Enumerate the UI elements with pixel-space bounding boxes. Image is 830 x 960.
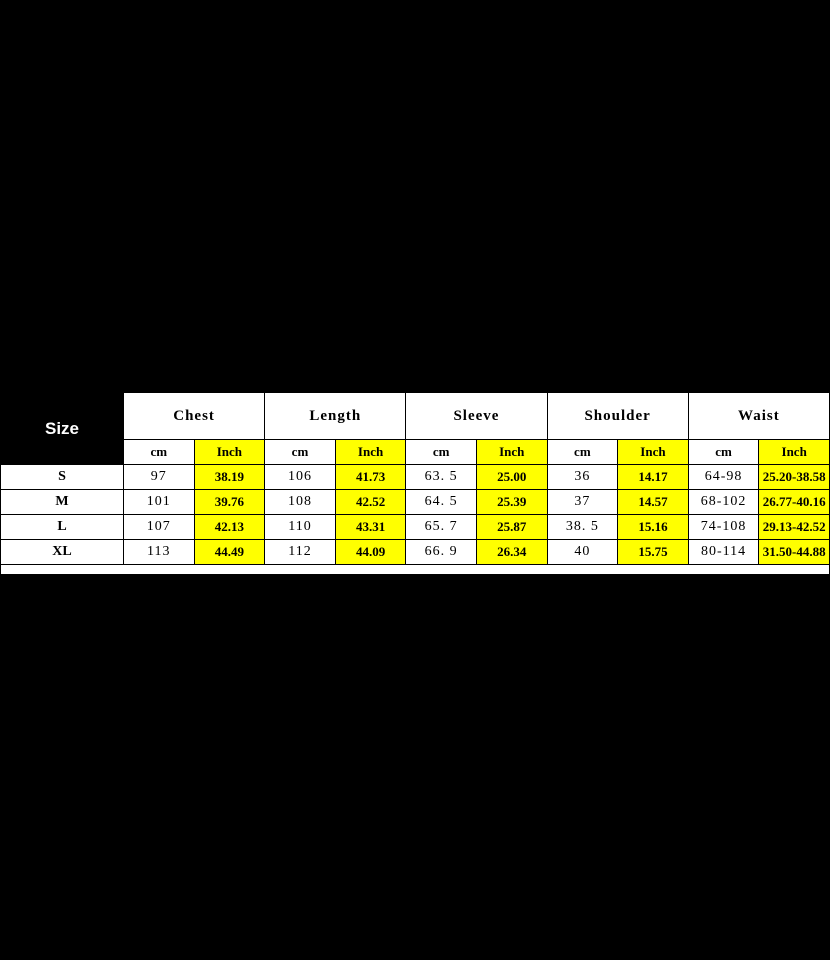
cell-waist-inch: 29.13-42.52 <box>759 515 830 540</box>
cell-length-cm: 112 <box>265 540 336 565</box>
cell-length-inch: 42.52 <box>335 490 406 515</box>
cell-waist-inch: 26.77-40.16 <box>759 490 830 515</box>
table-header-unit-row <box>1 440 830 465</box>
cell-chest-inch: 38.19 <box>194 465 265 490</box>
unit-header-shoulder-inch: Inch <box>618 440 689 465</box>
cell-shoulder-inch: 14.17 <box>618 465 689 490</box>
cell-sleeve-cm: 64. 5 <box>406 490 477 515</box>
table-row <box>1 540 830 565</box>
cell-length-inch: 44.09 <box>335 540 406 565</box>
table-row <box>1 515 830 540</box>
cell-waist-cm: 80-114 <box>688 540 759 565</box>
cell-sleeve-inch: 25.87 <box>476 515 547 540</box>
unit-header-shoulder-cm: cm <box>547 440 618 465</box>
size-chart-container <box>0 392 830 575</box>
table-bottom-margin-cell <box>1 565 830 575</box>
unit-header-waist-cm: cm <box>688 440 759 465</box>
cell-chest-cm: 113 <box>124 540 195 565</box>
unit-header-chest-cm: cm <box>124 440 195 465</box>
table-bottom-margin-row <box>1 565 830 575</box>
table-row <box>1 465 830 490</box>
group-header-sleeve: Sleeve <box>406 393 547 440</box>
cell-length-cm: 106 <box>265 465 336 490</box>
cell-chest-cm: 97 <box>124 465 195 490</box>
unit-header-length-cm: cm <box>265 440 336 465</box>
cell-length-inch: 43.31 <box>335 515 406 540</box>
cell-shoulder-inch: 14.57 <box>618 490 689 515</box>
unit-header-waist-inch: Inch <box>759 440 830 465</box>
cell-shoulder-cm: 40 <box>547 540 618 565</box>
cell-waist-cm: 74-108 <box>688 515 759 540</box>
group-header-length: Length <box>265 393 406 440</box>
unit-header-sleeve-inch: Inch <box>476 440 547 465</box>
cell-shoulder-inch: 15.16 <box>618 515 689 540</box>
cell-sleeve-inch: 25.00 <box>476 465 547 490</box>
row-size-label: S <box>1 465 124 490</box>
cell-length-cm: 108 <box>265 490 336 515</box>
cell-sleeve-cm: 63. 5 <box>406 465 477 490</box>
group-header-waist: Waist <box>688 393 829 440</box>
cell-chest-inch: 42.13 <box>194 515 265 540</box>
table-row <box>1 490 830 515</box>
row-size-label: XL <box>1 540 124 565</box>
cell-sleeve-cm: 66. 9 <box>406 540 477 565</box>
cell-waist-cm: 64-98 <box>688 465 759 490</box>
table-header-group-row <box>1 393 830 440</box>
group-header-shoulder: Shoulder <box>547 393 688 440</box>
cell-shoulder-inch: 15.75 <box>618 540 689 565</box>
cell-chest-cm: 107 <box>124 515 195 540</box>
cell-chest-cm: 101 <box>124 490 195 515</box>
row-size-label: M <box>1 490 124 515</box>
cell-sleeve-cm: 65. 7 <box>406 515 477 540</box>
cell-shoulder-cm: 36 <box>547 465 618 490</box>
row-size-label: L <box>1 515 124 540</box>
cell-waist-inch: 31.50-44.88 <box>759 540 830 565</box>
unit-header-sleeve-cm: cm <box>406 440 477 465</box>
cell-length-inch: 41.73 <box>335 465 406 490</box>
cell-sleeve-inch: 26.34 <box>476 540 547 565</box>
cell-waist-cm: 68-102 <box>688 490 759 515</box>
size-chart-table <box>0 392 830 575</box>
cell-chest-inch: 44.49 <box>194 540 265 565</box>
cell-length-cm: 110 <box>265 515 336 540</box>
cell-shoulder-cm: 38. 5 <box>547 515 618 540</box>
group-header-chest: Chest <box>124 393 265 440</box>
cell-chest-inch: 39.76 <box>194 490 265 515</box>
cell-sleeve-inch: 25.39 <box>476 490 547 515</box>
cell-waist-inch: 25.20-38.58 <box>759 465 830 490</box>
size-column-header: Size <box>1 393 124 465</box>
unit-header-length-inch: Inch <box>335 440 406 465</box>
cell-shoulder-cm: 37 <box>547 490 618 515</box>
unit-header-chest-inch: Inch <box>194 440 265 465</box>
